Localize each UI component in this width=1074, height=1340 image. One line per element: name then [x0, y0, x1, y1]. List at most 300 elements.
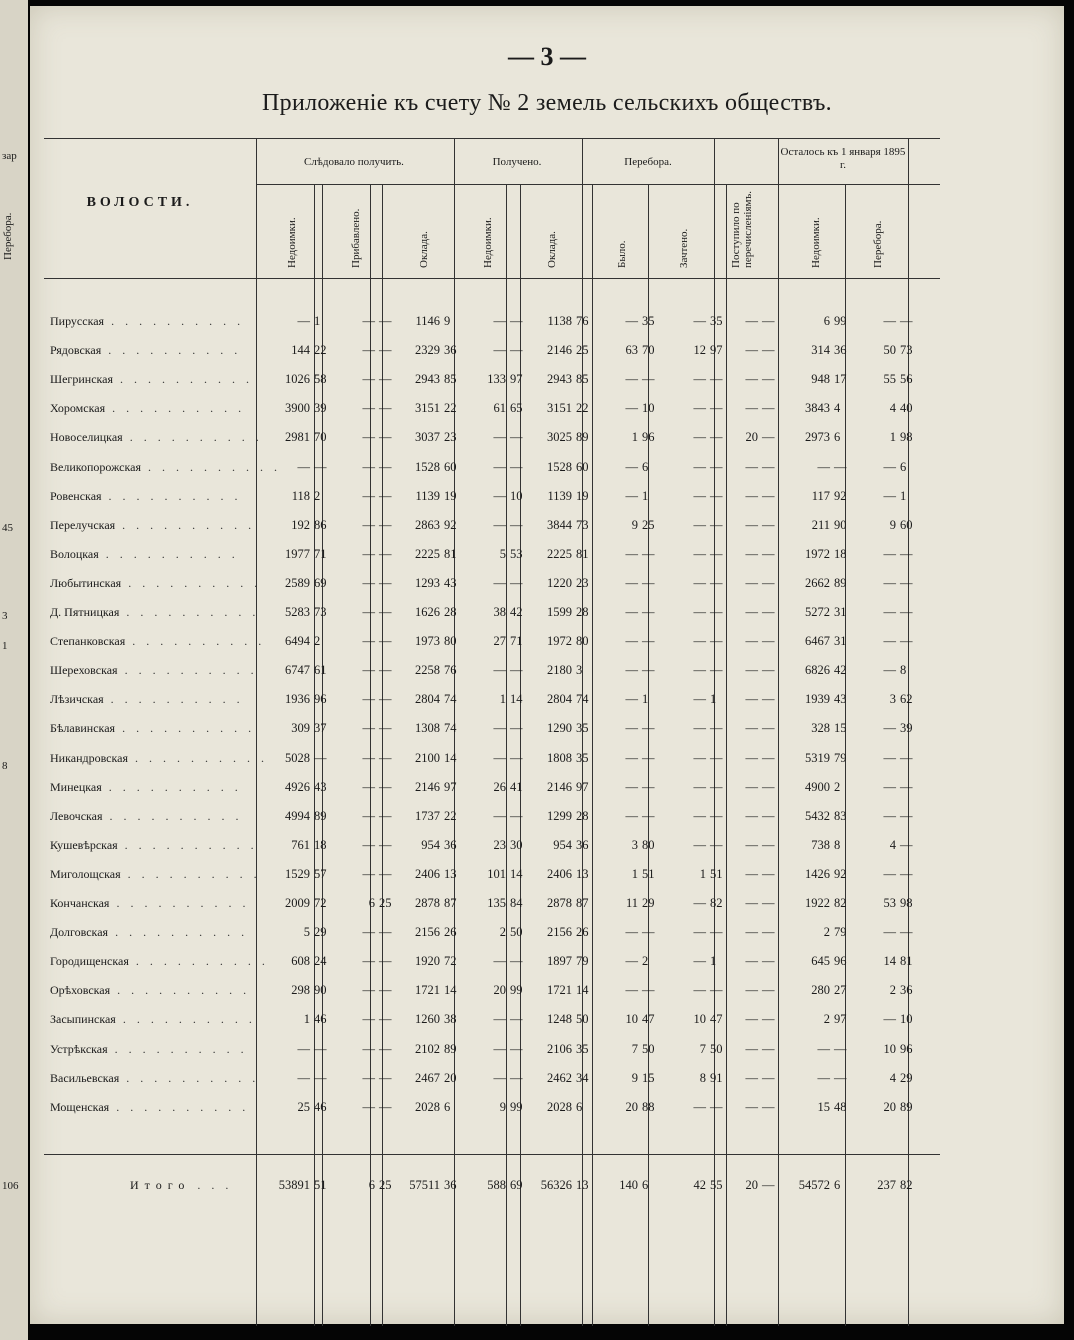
table-cell: 14 — [510, 692, 523, 707]
table-cell: — — [693, 750, 706, 765]
table-cell: 43 — [314, 779, 327, 794]
table-cell: — — [510, 459, 523, 474]
table-cell: 18 — [834, 546, 847, 561]
table-cell: 79 — [576, 954, 589, 969]
table-cell: — — [745, 954, 758, 969]
table-cell: 4994 — [285, 808, 310, 823]
table-cell: — — [745, 721, 758, 736]
table-cell: 1293 — [415, 575, 440, 590]
table-cell: — — [762, 1041, 775, 1056]
table-cell: 97 — [834, 1012, 847, 1027]
table-cell: — — [362, 430, 375, 445]
table-cell: 1146 — [415, 314, 440, 328]
table-rule-top — [44, 138, 940, 139]
table-cell: 1 — [900, 488, 907, 503]
table-cell: — — [834, 1041, 847, 1056]
table-cell: — — [762, 1099, 775, 1114]
volost-name — [50, 780, 242, 795]
table-cell: — — [362, 546, 375, 561]
table-cell: 58 — [314, 372, 327, 387]
table-cell: — — [625, 663, 638, 678]
volost-name-text: Ровенская — [50, 488, 102, 503]
volost-name-text: Волоцкая — [50, 546, 99, 561]
table-cell: 25 — [642, 517, 655, 532]
table-cell: — — [362, 954, 375, 969]
table-cell: — — [362, 721, 375, 736]
table-cell: — — [762, 1012, 775, 1027]
table-cell: — — [693, 837, 706, 852]
table-cell: 2180 — [547, 663, 572, 678]
table-cell: 20 — [745, 430, 758, 445]
table-cell: 73 — [314, 605, 327, 619]
table-cell: 1 — [314, 314, 321, 328]
table-cell: — — [762, 575, 775, 590]
table-cell: 2462 — [547, 1070, 572, 1085]
table-cell: — — [642, 750, 655, 765]
table-cell: — — [362, 343, 375, 358]
table-cell: — — [834, 1070, 847, 1085]
table-cell: — — [762, 459, 775, 474]
table-cell: 6 — [642, 1178, 649, 1192]
table-cell: — — [762, 983, 775, 998]
table-cell: 2156 — [547, 925, 572, 940]
table-cell: — — [693, 517, 706, 532]
margin-fragment: 1 — [2, 640, 8, 652]
table-cell: 60 — [576, 459, 589, 474]
table-cell: 4 — [889, 837, 896, 852]
table-cell: — — [745, 372, 758, 387]
table-cell: — — [314, 750, 327, 765]
table-cell: 47 — [710, 1012, 723, 1027]
leader-dots: . . . — [190, 1178, 233, 1192]
volost-name — [50, 430, 263, 445]
table-cell: 81 — [444, 546, 457, 561]
table-cell: 3037 — [415, 430, 440, 445]
table-cell: 30 — [510, 837, 523, 852]
table-cell: 28 — [444, 605, 457, 619]
table-cell: — — [625, 372, 638, 387]
table-cell: — — [379, 808, 392, 823]
volost-name — [50, 372, 253, 387]
table-cell: 36 — [900, 983, 913, 998]
leader-dots: . . . . . . . . . . — [108, 925, 249, 940]
table-cell: — — [693, 575, 706, 590]
table-cell: 99 — [510, 1099, 523, 1114]
table-cell: 31 — [834, 634, 847, 649]
table-cell: — — [379, 925, 392, 940]
table-cell: — — [710, 430, 723, 445]
table-cell: 309 — [291, 721, 310, 736]
leader-dots: . . . . . . . . . . — [101, 488, 242, 503]
previous-page-edge — [0, 0, 28, 1340]
table-cell: — — [493, 954, 506, 969]
volost-name — [50, 460, 281, 475]
table-cell: 74 — [444, 721, 457, 736]
table-cell: 22 — [314, 343, 327, 358]
leader-dots: . . . . . . . . . . — [109, 1099, 250, 1114]
table-cell: 192 — [291, 517, 310, 532]
table-cell: — — [642, 546, 655, 561]
table-cell: 81 — [576, 546, 589, 561]
table-cell: — — [362, 488, 375, 503]
table-cell: 11 — [625, 896, 638, 910]
volost-name-text: Лѣзичская — [50, 692, 104, 707]
table-cell: 2 — [642, 954, 649, 969]
table-cell: — — [510, 721, 523, 736]
table-cell: 10 — [625, 1012, 638, 1027]
table-cell: — — [745, 925, 758, 940]
table-cell: 89 — [314, 808, 327, 823]
table-cell: 89 — [576, 430, 589, 445]
table-cell: — — [762, 634, 775, 649]
table-cell: — — [510, 314, 523, 328]
table-cell: 4 — [889, 1070, 896, 1085]
volost-name-text: Долговская — [50, 925, 109, 940]
table-cell: — — [625, 925, 638, 940]
table-cell: — — [710, 372, 723, 387]
table-cell: — — [379, 634, 392, 649]
table-cell: — — [362, 605, 375, 619]
table-cell: 29 — [314, 925, 327, 940]
table-cell: — — [362, 517, 375, 532]
page-title: Приложеніе къ счету № 2 земель сельскихъ обществъ. — [262, 90, 832, 116]
table-cell: 608 — [291, 954, 310, 969]
table-cell: — — [510, 517, 523, 532]
table-cell: 3025 — [547, 430, 572, 445]
table-cell: 1 — [631, 430, 638, 445]
leader-dots: . . . . . . . . . . — [101, 779, 242, 794]
table-cell: 90 — [834, 517, 847, 532]
table-cell: 71 — [510, 634, 523, 649]
table-cell: 2100 — [415, 750, 440, 765]
table-cell: 20 — [883, 1099, 896, 1114]
table-cell: 5 — [303, 925, 310, 940]
table-cell: 46 — [314, 1012, 327, 1027]
table-cell: 35 — [710, 314, 723, 328]
table-cell: 87 — [576, 896, 589, 910]
table-cell: — — [642, 634, 655, 649]
table-cell: — — [362, 1070, 375, 1085]
table-cell: 25 — [297, 1099, 310, 1114]
header-nedoimki-2: Недоимки. — [482, 217, 494, 268]
table-cell: 6 — [834, 1178, 841, 1192]
table-cell: 2028 — [415, 1099, 440, 1114]
page-number: — 3 — — [508, 42, 586, 71]
volost-name — [50, 401, 245, 416]
table-cell: — — [693, 314, 706, 328]
table-cell: — — [900, 866, 913, 881]
table-cell: 3151 — [415, 401, 440, 416]
table-cell: 2 — [889, 983, 896, 998]
table-cell: — — [362, 1012, 375, 1027]
table-cell: 1139 — [547, 488, 572, 503]
volost-name-text: Хоромская — [50, 401, 106, 416]
table-cell: 1808 — [547, 750, 572, 765]
table-cell: 26 — [493, 779, 506, 794]
table-cell: 2146 — [547, 779, 572, 794]
table-cell: 73 — [900, 343, 913, 358]
table-cell: 6494 — [285, 634, 310, 649]
leader-dots: . . . . . . . . . . — [103, 692, 244, 707]
table-cell: — — [625, 634, 638, 649]
volost-name-text: Степанковская — [50, 634, 126, 649]
table-cell: 2 — [823, 1012, 830, 1027]
table-cell: — — [710, 634, 723, 649]
table-cell: 2146 — [547, 343, 572, 358]
table-cell: 3843 — [805, 401, 830, 416]
table-cell: 43 — [834, 692, 847, 707]
table-cell: 42 — [510, 605, 523, 619]
table-cell: — — [710, 575, 723, 590]
leader-dots: . . . . . . . . . . — [113, 372, 254, 387]
table-cell: — — [762, 1178, 775, 1192]
table-cell: — — [710, 750, 723, 765]
leader-dots: . . . . . . . . . . — [105, 401, 246, 416]
table-cell: — — [625, 459, 638, 474]
leader-dots: . . . . . . . . . . — [121, 575, 262, 590]
table-cell: 18 — [314, 837, 327, 852]
table-cell: — — [314, 1070, 327, 1085]
volost-name — [50, 1071, 259, 1086]
table-cell: — — [900, 779, 913, 794]
table-cell: 10 — [883, 1041, 896, 1056]
table-cell: — — [362, 808, 375, 823]
table-cell: 14 — [444, 983, 457, 998]
table-cell: — — [379, 721, 392, 736]
table-cell: 19 — [444, 488, 457, 503]
table-cell: — — [493, 488, 506, 503]
table-cell: 761 — [291, 837, 310, 852]
table-cell: 97 — [510, 372, 523, 387]
table-cell: — — [493, 721, 506, 736]
volost-name-text: Кушевѣрская — [50, 837, 118, 852]
table-cell: — — [379, 430, 392, 445]
table-cell: 5 — [499, 546, 506, 561]
table-cell: — — [693, 488, 706, 503]
leader-dots: . . . . . . . . . . — [101, 343, 242, 358]
volost-name-text: Никандровская — [50, 750, 129, 765]
table-cell: 35 — [642, 314, 655, 328]
table-cell: — — [745, 1041, 758, 1056]
table-cell: — — [693, 1099, 706, 1114]
volost-name — [50, 663, 258, 678]
header-postupilo: Поступило по перечисленіямъ. — [730, 191, 754, 268]
table-cell: 20 — [625, 1099, 638, 1114]
table-cell: 34 — [576, 1070, 589, 1085]
table-cell: — — [883, 459, 896, 474]
table-cell: 6 — [823, 314, 830, 328]
table-cell: 84 — [510, 896, 523, 910]
table-cell: — — [510, 1041, 523, 1056]
table-cell: 2863 — [415, 517, 440, 532]
table-cell: 60 — [444, 459, 457, 474]
table-cell: 88 — [642, 1099, 655, 1114]
table-cell: 71 — [314, 546, 327, 561]
table-cell: 2156 — [415, 925, 440, 940]
table-cell: — — [362, 459, 375, 474]
table-cell: 1721 — [415, 983, 440, 998]
table-cell: — — [745, 314, 758, 328]
table-cell: 1528 — [415, 459, 440, 474]
table-cell: — — [745, 837, 758, 852]
table-cell: — — [710, 925, 723, 940]
table-cell: 92 — [834, 488, 847, 503]
table-cell: 97 — [444, 779, 457, 794]
table-cell: 13 — [576, 1178, 589, 1192]
table-cell: — — [379, 983, 392, 998]
table-cell: 1426 — [805, 866, 830, 881]
table-cell: 46 — [314, 1099, 327, 1114]
table-cell: 38 — [493, 605, 506, 619]
volost-name — [50, 343, 241, 358]
table-cell: — — [625, 546, 638, 561]
volost-name — [130, 1178, 232, 1193]
table-cell: — — [693, 605, 706, 619]
table-cell: — — [314, 1041, 327, 1056]
table-cell: — — [693, 459, 706, 474]
table-cell: — — [362, 634, 375, 649]
table-cell: 2 — [314, 634, 321, 649]
table-cell: — — [493, 1041, 506, 1056]
table-cell: — — [625, 954, 638, 969]
table-cell: — — [762, 925, 775, 940]
table-cell: 29 — [900, 1070, 913, 1085]
table-cell: 35 — [576, 1041, 589, 1056]
table-cell: 1528 — [547, 459, 572, 474]
table-cell: 57511 — [409, 1178, 440, 1192]
table-cell: 1 — [642, 488, 649, 503]
table-cell: — — [493, 343, 506, 358]
table-cell: 97 — [710, 343, 723, 358]
table-cell: — — [693, 721, 706, 736]
table-cell: 118 — [291, 488, 310, 503]
table-cell: — — [642, 808, 655, 823]
volost-name — [50, 634, 265, 649]
table-cell: 6 — [368, 896, 375, 910]
table-cell: 53 — [510, 546, 523, 561]
table-cell: — — [745, 1070, 758, 1085]
volost-name — [50, 547, 239, 562]
table-cell: 22 — [576, 401, 589, 416]
table-cell: — — [642, 721, 655, 736]
table-cell: — — [900, 808, 913, 823]
header-pribavleno: Прибавлено. — [350, 208, 362, 268]
table-cell: — — [693, 983, 706, 998]
table-cell: 36 — [444, 1178, 457, 1192]
table-cell: 20 — [444, 1070, 457, 1085]
table-cell: 89 — [900, 1099, 913, 1114]
table-cell: — — [642, 663, 655, 678]
table-cell: 40 — [900, 401, 913, 416]
table-cell: 26 — [576, 925, 589, 940]
table-cell: — — [762, 401, 775, 416]
header-zachteno: Зачтено. — [678, 228, 690, 268]
volost-name-text: Новоселицкая — [50, 430, 123, 445]
table-cell: 48 — [834, 1099, 847, 1114]
leader-dots: . . . . . . . . . . — [122, 430, 263, 445]
table-cell: 69 — [314, 575, 327, 590]
table-cell: 63 — [625, 343, 638, 358]
table-cell: — — [625, 314, 638, 328]
table-cell: 20 — [493, 983, 506, 998]
table-cell: 2406 — [547, 866, 572, 881]
table-cell: 50 — [710, 1041, 723, 1056]
table-cell: 53 — [883, 896, 896, 910]
leader-dots: . . . . . . . . . . — [128, 954, 269, 969]
table-cell: 57 — [314, 866, 327, 881]
table-cell: — — [379, 605, 392, 619]
header-rule-bottom — [44, 278, 940, 279]
table-cell: 5283 — [285, 605, 310, 619]
table-cell: — — [493, 459, 506, 474]
table-cell: 96 — [314, 692, 327, 707]
table-cell: — — [762, 546, 775, 561]
table-cell: 5432 — [805, 808, 830, 823]
leader-dots: . . . . . . . . . . — [104, 314, 245, 328]
table-cell: — — [745, 1099, 758, 1114]
table-cell: 2258 — [415, 663, 440, 678]
table-cell: — — [493, 1012, 506, 1027]
table-cell: — — [900, 750, 913, 765]
table-cell: — — [745, 459, 758, 474]
table-cell: — — [362, 401, 375, 416]
table-cell: 91 — [710, 1070, 723, 1085]
table-cell: — — [745, 692, 758, 707]
table-cell: 948 — [811, 372, 830, 387]
table-cell: — — [745, 808, 758, 823]
table-cell: 2146 — [415, 779, 440, 794]
table-cell: — — [362, 372, 375, 387]
table-cell: 35 — [576, 721, 589, 736]
table-cell: — — [693, 954, 706, 969]
table-cell: — — [379, 517, 392, 532]
table-cell: 99 — [510, 983, 523, 998]
table-cell: 4 — [889, 401, 896, 416]
header-oklada-1: Оклада. — [418, 231, 430, 268]
table-cell: — — [510, 808, 523, 823]
leader-dots: . . . . . . . . . . — [115, 517, 256, 532]
table-cell: — — [710, 983, 723, 998]
table-cell: 9 — [889, 517, 896, 532]
table-cell: — — [510, 954, 523, 969]
table-cell: 43 — [444, 575, 457, 590]
table-cell: 2 — [314, 488, 321, 503]
table-cell: 13 — [576, 866, 589, 881]
table-cell: — — [710, 1099, 723, 1114]
table-cell: 1922 — [805, 896, 830, 910]
table-cell: 36 — [834, 343, 847, 358]
table-cell: — — [297, 459, 310, 474]
table-cell: 82 — [710, 896, 723, 910]
table-cell: 92 — [834, 866, 847, 881]
volost-name-text: Орѣховская — [50, 983, 111, 998]
table-cell: — — [493, 575, 506, 590]
table-cell: — — [710, 546, 723, 561]
table-cell: 101 — [487, 866, 506, 881]
margin-fragment: 45 — [2, 522, 13, 534]
table-cell: 2878 — [547, 896, 572, 910]
table-cell: 5028 — [285, 750, 310, 765]
volost-name-text: Любытинская — [50, 575, 122, 590]
table-cell: — — [510, 343, 523, 358]
table-cell: — — [745, 779, 758, 794]
table-cell: 85 — [444, 372, 457, 387]
table-cell: 4900 — [805, 779, 830, 794]
leader-dots: . . . . . . . . . . — [117, 663, 258, 678]
table-cell: — — [817, 459, 830, 474]
table-cell: 65 — [510, 401, 523, 416]
table-cell: 26 — [444, 925, 457, 940]
